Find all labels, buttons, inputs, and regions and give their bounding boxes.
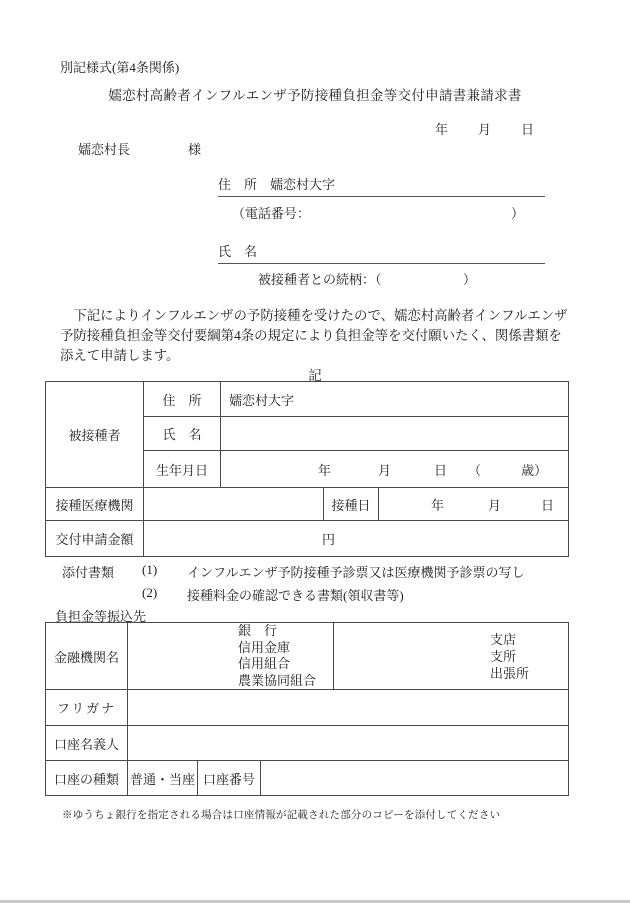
addressee-honorific: 様 — [188, 142, 202, 157]
vaccination-year-label: 年 — [431, 497, 445, 513]
branch-type: 支店 — [490, 631, 517, 647]
birthdate-value-cell — [221, 451, 569, 488]
table-row — [46, 488, 569, 521]
vaccination-table — [45, 381, 569, 557]
applicant-phone-field — [232, 203, 524, 222]
statement-line: 下記によりインフルエンザの予防接種を受けたので、嬬恋村高齢者インフルエンザ — [60, 308, 568, 323]
recipient-address-value: 嬬恋村大字 — [221, 382, 569, 417]
date-month-label: 月 — [477, 122, 491, 137]
application-statement — [60, 306, 575, 366]
phone-label: （電話番号： — [232, 206, 311, 221]
institution-name-label: 金融機関名 — [46, 623, 128, 690]
table-row — [46, 382, 569, 417]
statement-line: 添えて申請します。 — [60, 348, 180, 363]
birthdate-month-label: 月 — [378, 462, 392, 478]
page-title: 嬬恋村高齢者インフルエンザ予防接種負担金等交付申請書兼請求書 — [108, 88, 522, 103]
branch-type-cell — [334, 623, 569, 690]
birthdate-year-label: 年 — [318, 462, 332, 478]
furigana-value-cell — [128, 690, 569, 726]
applicant-relation-field — [258, 269, 476, 288]
phone-close-paren: ） — [510, 206, 524, 221]
addressee-line — [78, 139, 201, 158]
birthdate-day-label: 日 — [434, 462, 448, 478]
address-value: 嬬恋村大字 — [270, 177, 336, 192]
transfer-table — [45, 622, 569, 796]
relation-close-paren: ） — [462, 272, 476, 287]
applicant-address-field — [218, 174, 545, 197]
furigana-label: フリガナ — [46, 690, 128, 726]
table-row — [46, 623, 569, 690]
account-type-label: 口座の種類 — [46, 761, 128, 796]
table-row — [46, 690, 569, 726]
account-type-options: 普通・当座 — [128, 761, 198, 796]
branch-type: 支所 — [490, 648, 517, 664]
recipient-name-label: 氏 名 — [144, 417, 221, 451]
table-row — [46, 521, 569, 557]
date-year-label: 年 — [435, 122, 449, 137]
account-holder-value-cell — [128, 726, 569, 761]
account-number-label: 口座番号 — [198, 761, 261, 796]
recipient-address-label: 住 所 — [144, 382, 221, 417]
form-reference: 別記様式(第4条関係) — [60, 60, 180, 75]
age-open-paren: （ — [468, 462, 482, 478]
attachments-heading: 添付書類 — [62, 565, 115, 580]
amount-label: 交付申請金額 — [46, 521, 144, 557]
ki-heading: 記 — [308, 368, 322, 383]
vaccination-date-cell — [379, 488, 569, 521]
account-number-value-cell — [261, 761, 569, 796]
institution-type: 信用組合 — [238, 656, 291, 671]
attachment-item-no: (2) — [142, 585, 158, 600]
attachment-item-no: (1) — [142, 562, 158, 577]
name-label: 氏 名 — [218, 244, 258, 259]
institution-value-cell — [144, 488, 324, 521]
vaccination-day-label: 日 — [541, 497, 555, 513]
branch-type: 出張所 — [490, 665, 530, 681]
institution-label: 接種医療機関 — [46, 488, 144, 521]
birthdate-label: 生年月日 — [144, 451, 221, 488]
institution-type: 農業協同組合 — [238, 672, 317, 688]
vaccination-month-label: 月 — [488, 497, 502, 513]
account-holder-label: 口座名義人 — [46, 726, 128, 761]
relation-label: 被接種者との続柄：（ — [258, 272, 382, 287]
table-row — [46, 761, 569, 796]
footer-note: ※ゆうちょ銀行を指定される場合は口座情報が記載された部分のコピーを添付してください — [62, 810, 501, 821]
attachment-item-text: インフルエンザ予防接種予診票又は医療機関予診票の写し — [187, 565, 525, 580]
age-close-label: 歳） — [521, 462, 548, 478]
statement-line: 予防接種負担金等交付要綱第4条の規定により負担金等を交付願いたく、関係書類を — [60, 328, 562, 343]
vaccination-date-label: 接種日 — [324, 488, 379, 521]
address-label: 住 所 — [218, 177, 258, 192]
institution-type: 信用金庫 — [238, 639, 291, 655]
amount-unit-cell: 円 — [144, 521, 569, 557]
recipient-name-value — [221, 417, 569, 451]
attachment-item-text: 接種料金の確認できる書類(領収書等) — [187, 588, 404, 603]
date-day-label: 日 — [520, 122, 534, 137]
applicant-name-field — [218, 241, 545, 264]
institution-type-cell — [128, 623, 334, 690]
recipient-label-cell: 被接種者 — [46, 382, 144, 488]
addressee-name: 嬬恋村長 — [78, 142, 131, 157]
table-row — [46, 726, 569, 761]
transfer-heading: 負担金等振込先 — [55, 609, 147, 624]
institution-type: 銀 行 — [238, 623, 278, 638]
date-line — [435, 119, 534, 138]
